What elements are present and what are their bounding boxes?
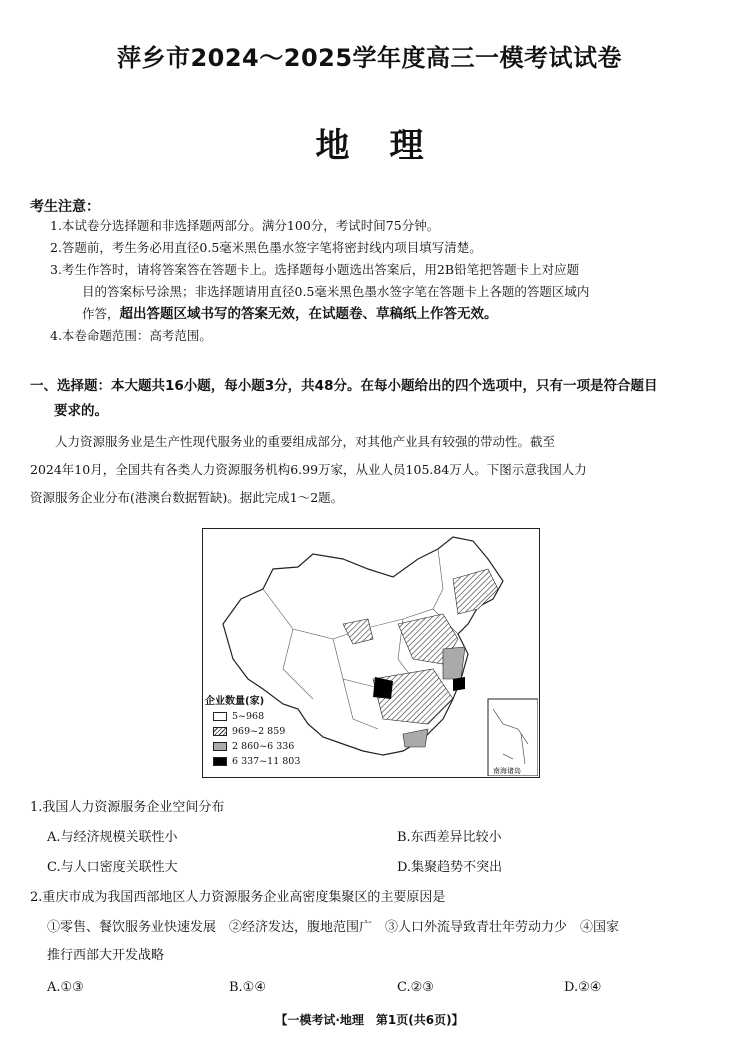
question-2-option-d[interactable]: D.②④ (564, 980, 602, 995)
notice-item-3: 3.考生作答时，请将答案答在答题卡上。选择题每小题选出答案后，用2B铅笔把答题卡上对应题 (50, 262, 580, 277)
passage-line1: 人力资源服务业是生产性现代服务业的重要组成部分，对其他产业具有较强的带动性。截至 (55, 434, 556, 449)
legend-row-1 (205, 709, 315, 724)
notice-item-3-line3-plain: 作答， (82, 306, 120, 321)
question-1-option-d[interactable]: D.集聚趋势不突出 (397, 860, 503, 875)
notice-heading: 考生注意： (30, 199, 100, 215)
reading-passage (30, 428, 720, 512)
legend-title: 企业数量(家) (205, 696, 265, 707)
legend-row-3 (205, 739, 315, 754)
south-sea-inset-label: 南海诸岛 (493, 767, 521, 775)
notice-item-3-line2: 目的答案标号涂黑；非选择题请用直径0.5毫米黑色墨水签字笔在答题卡上各题的答题区域内 (82, 284, 590, 299)
question-2-stem: 2.重庆市成为我国西部地区人力资源服务企业高密度集聚区的主要原因是 (30, 890, 446, 905)
legend-swatch-hatched (213, 727, 227, 736)
legend-label-1: 5~968 (232, 711, 265, 722)
question-2-choices-line2: 推行西部大开发战略 (47, 948, 165, 963)
notice-item-2: 2.答题前，考生务必用直径0.5毫米黑色墨水签字笔将密封线内项目填写清楚。 (50, 240, 482, 255)
legend-label-4: 6 337~11 803 (232, 756, 301, 767)
question-2-option-b[interactable]: B.①④ (229, 980, 266, 995)
legend-row-4 (205, 754, 315, 769)
question-1-option-a[interactable]: A.与经济规模关联性小 (47, 830, 178, 845)
map-legend (205, 694, 315, 769)
black-region-east (453, 677, 465, 691)
notice-item-1: 1.本试卷分选择题和非选择题两部分。满分100分，考试时间75分钟。 (50, 218, 440, 233)
notice-emphasis: 超出答题区域书写的答案无效，在试题卷、草稿纸上作答无效。 (119, 306, 498, 322)
notice-block (30, 215, 720, 347)
passage-line2: 2024年10月，全国共有各类人力资源服务机构6.99万家，从业人员105.84万人。下图示意我国人力 (30, 462, 587, 477)
page-footer: 【一模考试·地理 第1页(共6页)】 (275, 1013, 464, 1027)
subject-title: 地理 (315, 126, 464, 166)
notice-item-4: 4.本卷命题范围：高考范围。 (50, 328, 212, 343)
question-2-option-c[interactable]: C.②③ (397, 980, 434, 995)
section-heading-line1: 一、选择题：本大题共16小题，每小题3分，共48分。在每小题给出的四个选项中，只有一项是符合题目 (30, 378, 658, 394)
question-1-option-b[interactable]: B.东西差异比较小 (397, 830, 502, 845)
south-sea-inset (488, 699, 538, 776)
gray-region-east (443, 647, 465, 679)
question-1-option-c[interactable]: C.与人口密度关联性大 (47, 860, 178, 875)
legend-swatch-gray (213, 742, 227, 751)
legend-swatch-white (213, 712, 227, 721)
legend-swatch-black (213, 757, 227, 766)
question-2-choices-line1: ①零售、餐饮服务业快速发展 ②经济发达，腹地范围广 ③人口外流导致青壮年劳动力少 ④国家 (47, 920, 620, 935)
question-2-option-a[interactable]: A.①③ (47, 980, 84, 995)
notice-item-3-line3 (30, 303, 720, 325)
question-1-stem: 1.我国人力资源服务企业空间分布 (30, 800, 225, 815)
passage-line3: 资源服务企业分布(港澳台数据暂缺)。据此完成1～2题。 (30, 490, 344, 505)
legend-row-2 (205, 724, 315, 739)
section-heading-line2: 要求的。 (54, 403, 108, 419)
legend-label-3: 2 860~6 336 (232, 741, 295, 752)
exam-title: 萍乡市2024～2025学年度高三一模考试试卷 (116, 44, 623, 72)
section-heading (30, 374, 720, 424)
legend-label-2: 969~2 859 (232, 726, 286, 737)
